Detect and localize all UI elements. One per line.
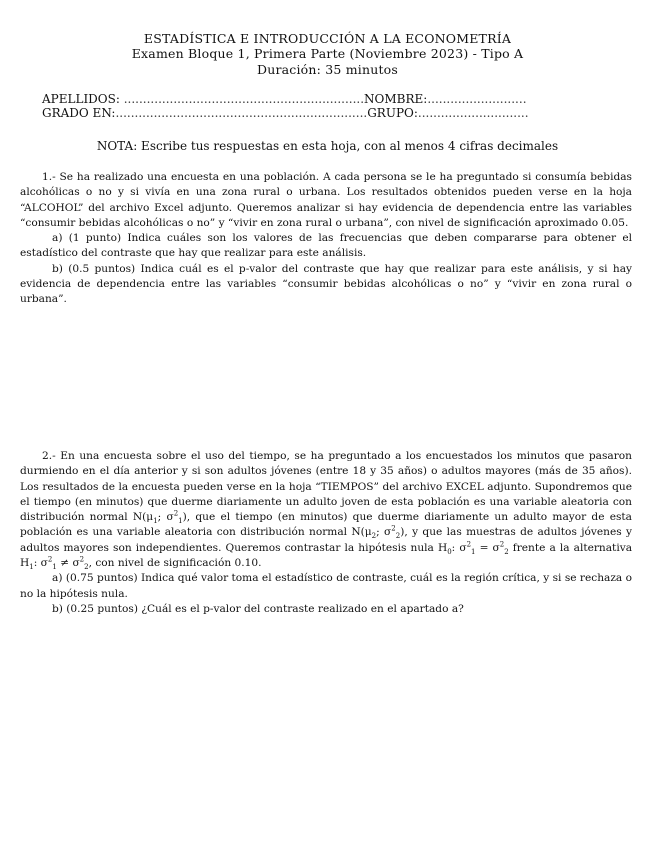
nota-label: NOTA xyxy=(96,139,134,153)
question-2-part-a: a) (0.75 puntos) Indica qué valor toma el estadístico de contraste, cuál es la región crítica, y si se rechaza o no la hipótesis nula. xyxy=(20,572,632,600)
grado-label: GRADO EN: xyxy=(42,106,116,120)
question-1 xyxy=(20,170,632,308)
question-1-part-b: b) (0.5 puntos) Indica cuál es el p-valor del contraste que hay que realizar para este análisis, y si hay evidencia de dependencia entre las variables “consumir bebidas alcohólicas o no” y “vivir en zona rural o urbana”. xyxy=(20,262,632,306)
exam-subtitle: Examen Bloque 1, Primera Parte (Noviembre 2023) - Tipo A xyxy=(131,46,524,61)
apellidos-field[interactable]: ............................................................... xyxy=(123,92,365,106)
grado-field[interactable]: .................................................................. xyxy=(115,106,368,120)
exam-title: ESTADÍSTICA E INTRODUCCIÓN A LA ECONOMETRÍA xyxy=(143,31,512,46)
question-2-part-b: b) (0.25 puntos) ¿Cuál es el p-valor del contraste realizado en el apartado a? xyxy=(52,602,464,615)
student-fields-row-2 xyxy=(42,106,529,120)
question-2-statement: 2.- En una encuesta sobre el uso del tiempo, se ha preguntado a los encuestados los minutos que pasaron durmiendo en el día anterior y si son adultos jóvenes (entre 18 y 35 años) o adultos mayores (más de 35 años). Los resultados de la encuesta pueden verse en la hoja “TIEMPOS” del archivo EXCEL adjunto. Supondremos que el tiempo (en minutos) que duerme diariamente un adulto joven de esta población es una variable aleatoria con distribución normal $N(\mu_1$; $\sigma^2_1$), que el tiempo (en minutos) que duerme diariamente un adulto mayor de esta población es una variable aleatoria con distribución normal $N(\mu_2$; $\sigma^2_2$), y que las muestras de adultos jóvenes y adultos mayores son independientes. Queremos contrastar la hipótesis nula $H_0$: $\sigma^2_1 = \sigma^2_2$ frente a la alternativa $H_1$: $\sigma^2_1 \ne \sigma^2_2$, con nivel de significación 0.10. xyxy=(20,450,633,572)
question-2 xyxy=(20,449,632,617)
nota-line xyxy=(0,139,655,153)
nombre-label: NOMBRE: xyxy=(364,92,428,106)
exam-duration: Duración: 35 minutos xyxy=(256,62,399,77)
nota-text: : Escribe tus respuestas en esta hoja, con al menos 4 cifras decimales xyxy=(133,139,559,153)
grupo-field[interactable]: ............................. xyxy=(417,106,529,120)
grupo-label: GRUPO: xyxy=(367,106,418,120)
apellidos-label: APELLIDOS: xyxy=(42,92,120,106)
nombre-field[interactable]: .......................... xyxy=(427,92,527,106)
question-1-part-a: a) (1 punto) Indica cuáles son los valores de las frecuencias que deben compararse para obtener el estadístico del contraste que hay que realizar para este análisis. xyxy=(20,232,632,260)
student-fields-row-1 xyxy=(42,92,527,106)
question-1-statement: 1.- Se ha realizado una encuesta en una población. A cada persona se le ha preguntado si consumía bebidas alcohólicas o no y si vivía en una zona rural o urbana. Los resultados obtenidos pueden verse en la hoja “ALCOHOL” del archivo Excel adjunto. Queremos analizar si hay evidencia de dependencia entre las variables “consumir bebidas alcohólicas o no” y “vivir en zona rural o urbana”, con nivel de significación aproximado 0.05. xyxy=(20,171,632,229)
